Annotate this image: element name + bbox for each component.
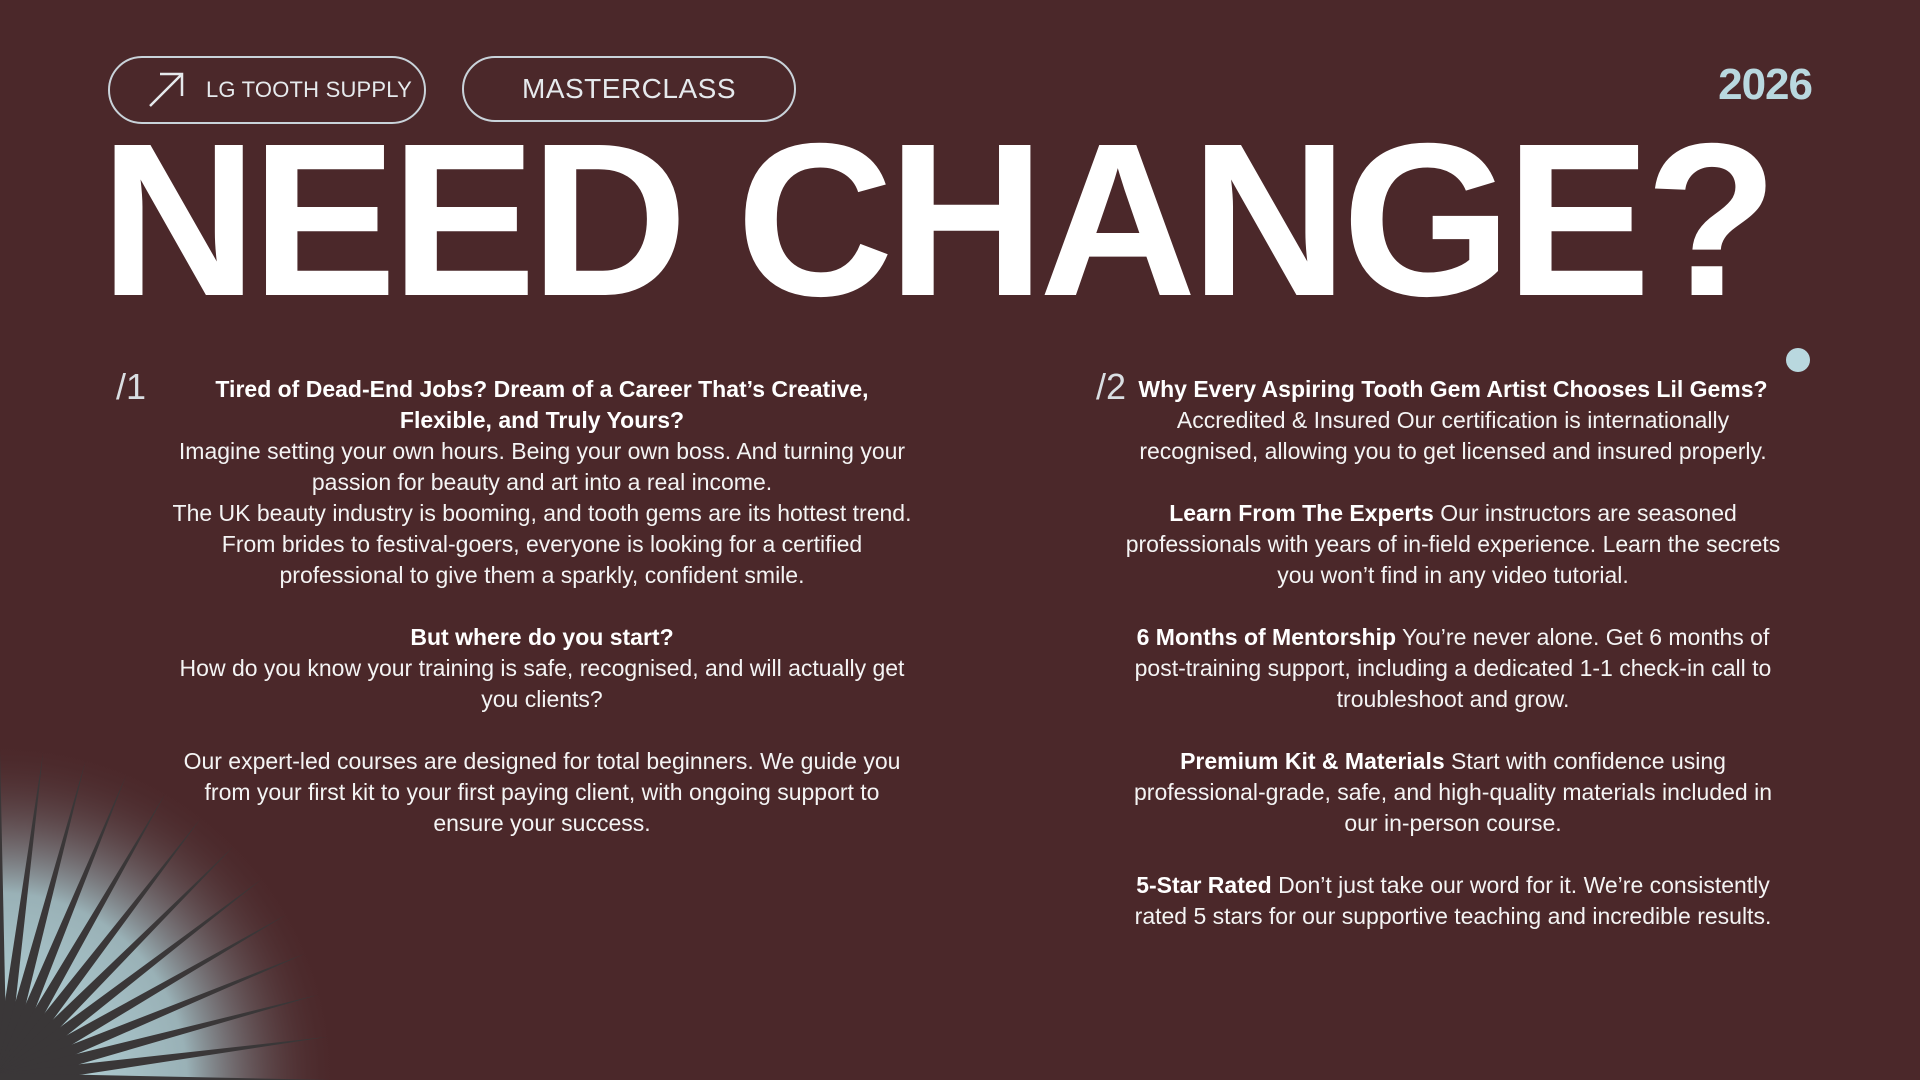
section-1-paragraph: Imagine setting your own hours. Being your own boss. And turning your passion for beauty and art into a real income.: [178, 438, 906, 495]
masterclass-label: MASTERCLASS: [522, 73, 736, 104]
section-1-paragraph: Our expert-led courses are designed for total beginners. We guide you from your first kit to your first paying client, with ongoing support to ensure your success.: [183, 748, 901, 836]
section-1-paragraph: The UK beauty industry is booming, and tooth gems are its hottest trend. From brides to festival-goers, everyone is looking for a certified professional to give them a sparkly, confident smile.: [172, 500, 912, 588]
accent-dot: [1786, 348, 1810, 372]
section-1-heading: Tired of Dead-End Jobs? Dream of a Career That’s Creative, Flexible, and Truly Yours?: [215, 376, 869, 433]
section-1: [170, 374, 914, 839]
benefit-item: Learn From The Experts Our instructors are seasoned professionals with years of in-field experience. Learn the secrets you won’t find in any video tutorial.: [1125, 500, 1781, 588]
brand-label: LG TOOTH SUPPLY: [206, 77, 412, 102]
headline: NEED CHANGE?: [100, 99, 1773, 342]
section-1-paragraph: How do you know your training is safe, recognised, and will actually get you clients?: [179, 655, 905, 712]
benefit-item: Accredited & Insured Our certification is internationally recognised, allowing you to get licensed and insured properly.: [1139, 407, 1767, 464]
section-number-2: /2: [1096, 366, 1127, 407]
benefit-item: Premium Kit & Materials Start with confidence using professional-grade, safe, and high-quality materials included in our in-person course.: [1134, 748, 1772, 836]
section-1-subheading: But where do you start?: [410, 624, 674, 650]
benefit-item: 6 Months of Mentorship You’re never alone. Get 6 months of post-training support, including a dedicated 1-1 check-in call to troubleshoot and grow.: [1134, 624, 1772, 712]
benefit-item: 5-Star Rated Don’t just take our word for it. We’re consistently rated 5 stars for our supportive teaching and incredible results.: [1134, 872, 1772, 929]
section-2: [1118, 374, 1788, 932]
year-label: 2026: [1718, 60, 1812, 109]
section-number-1: /1: [116, 366, 147, 407]
section-2-heading: Why Every Aspiring Tooth Gem Artist Chooses Lil Gems?: [1138, 376, 1768, 402]
